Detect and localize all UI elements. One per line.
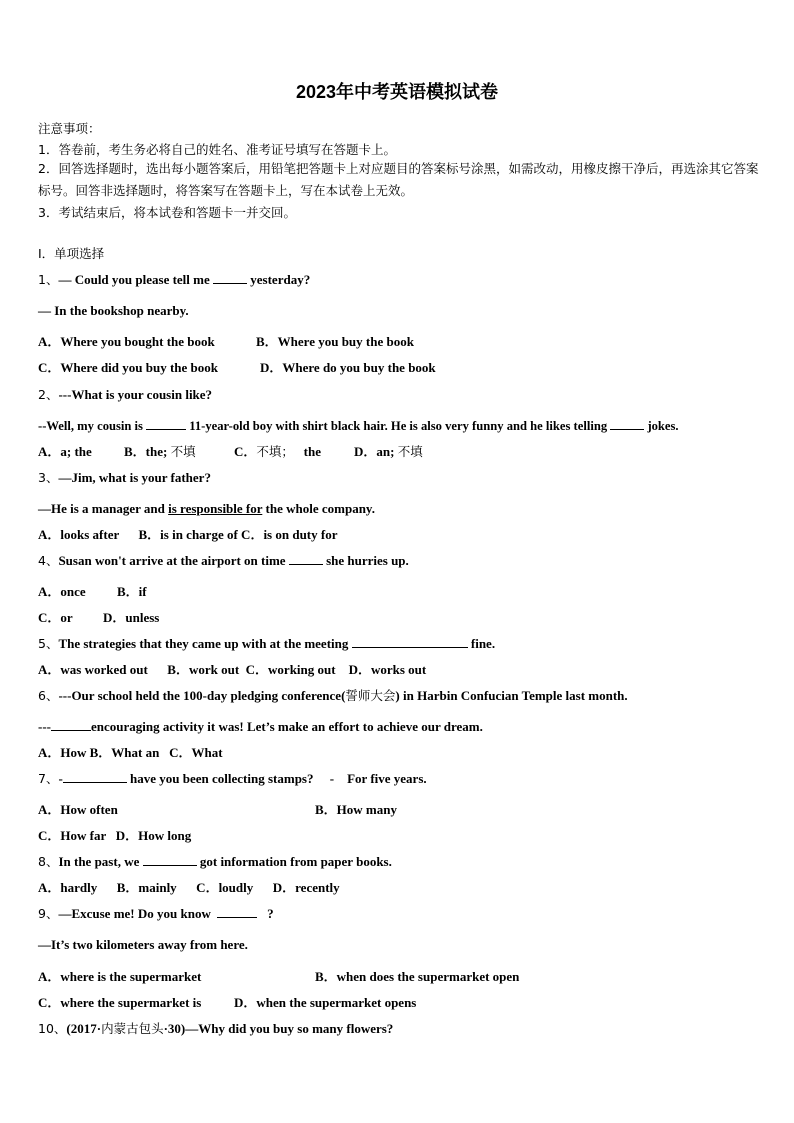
question-3-stem: 3、—Jim, what is your father? [38,470,211,485]
question-3-reply: —He is a manager and is responsible for the whole company. [38,501,375,516]
question-2-option-b: B．the; 不填 [124,444,196,459]
question-1-option-d: D．Where do you buy the book [260,360,436,375]
answer-blank [63,770,127,783]
question-7-option-a: A．How often [38,802,118,817]
question-4-option-c: C．or [38,610,73,625]
question-9-option-a: A．where is the supermarket [38,969,202,984]
question-10-stem: 10、(2017·内蒙古包头·30)—Why did you buy so many flowers? [38,1021,394,1036]
question-9-option-d: D．when the supermarket opens [234,995,417,1010]
question-1-reply: — In the bookshop nearby. [38,303,189,318]
notice-item-3: 3．考试结束后，将本试卷和答题卡一并交回。 [38,205,296,220]
question-2-line-2: --Well, my cousin is 11-year-old boy with shirt black hair. He is also very funny and he likes telling jokes. [38,419,679,433]
question-9-reply: —It’s two kilometers away from here. [38,937,248,952]
question-1-option-b: B．Where you buy the book [256,334,414,349]
question-2-option-a: A．a; the [38,444,92,459]
answer-blank [146,417,186,430]
question-9-stem: 9、—Excuse me! Do you know ? [38,906,274,921]
page-title: 2023年中考英语模拟试卷 [295,82,499,102]
notice-item-1: 1．答卷前，考生务必将自己的姓名、准考证号填写在答题卡上。 [38,142,396,157]
question-5-options: A．was worked out B．work out C．working out D．works out [38,662,427,677]
answer-blank [51,718,91,731]
question-7-option-b: B．How many [315,802,397,817]
answer-blank [143,853,197,866]
question-3-options: A．looks after B．is in charge of C．is on duty for [38,527,338,542]
question-2-option-d: D．an; 不填 [354,444,423,459]
answer-blank [610,417,644,430]
section-heading: Ⅰ．单项选择 [38,246,105,261]
question-8-stem: 8、In the past, we got information from paper books. [38,854,392,869]
question-1-option-c: C．Where did you buy the book [38,360,218,375]
notice-item-2: 2．回答选择题时，选出每小题答案后，用铅笔把答题卡上对应题目的答案标号涂黑，如需改动，用橡皮擦干净后，再选涂其它答案标号。回答非选择题时，将答案写在答题卡上，写在本试卷上无效。 [38,161,759,198]
question-1-option-a: A．Where you bought the book [38,334,215,349]
question-6-options: A．How B．What an C．What [38,745,223,760]
answer-blank [352,635,468,648]
question-4-option-b: B．if [117,584,147,599]
answer-blank [213,271,247,284]
question-6-line-2: --- encouraging activity it was! Let’s make an effort to achieve our dream. [38,719,483,734]
question-9-option-c: C．where the supermarket is [38,995,202,1010]
notice-heading: 注意事项： [38,121,101,136]
question-7-stem: 7、- have you been collecting stamps? - For five years. [38,771,427,786]
answer-blank [217,905,257,918]
question-1-stem: 1、— Could you please tell me yesterday? [38,272,311,287]
question-number: 1、 [38,272,59,287]
question-2-option-c: C．不填； the [234,444,321,459]
question-4-stem: 4、Susan won't arrive at the airport on time she hurries up. [38,553,409,568]
question-4-option-a: A．once [38,584,86,599]
question-8-options: A．hardly B．mainly C．loudly D．recently [38,880,340,895]
question-7-options-cd: C．How far D．How long [38,828,192,843]
answer-blank [289,552,323,565]
question-5-stem: 5、The strategies that they came up with at the meeting fine. [38,636,496,651]
underlined-phrase: is responsible for [168,501,263,516]
question-4-option-d: D．unless [103,610,160,625]
question-2-stem: 2、---What is your cousin like? [38,387,213,402]
question-9-option-b: B．when does the supermarket open [315,969,520,984]
question-6-stem: 6、---Our school held the 100-day pledging conference(誓师大会) in Harbin Confucian Temple last month. [38,688,628,703]
